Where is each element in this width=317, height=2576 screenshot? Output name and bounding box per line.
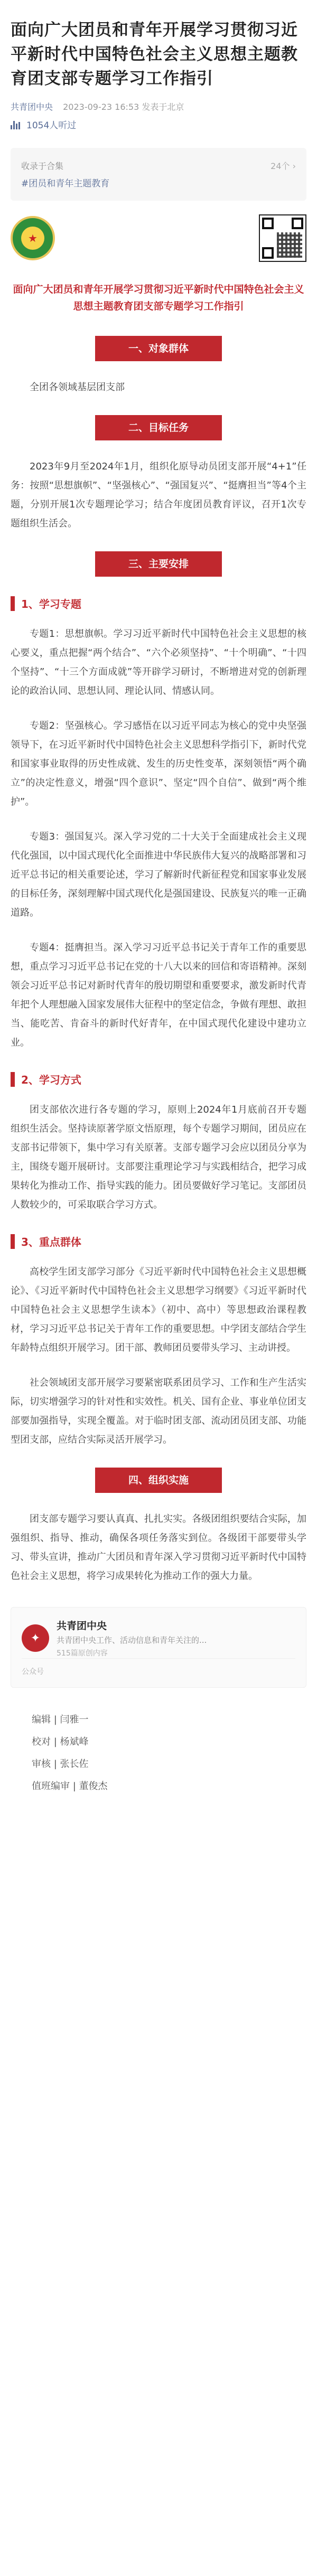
paragraph: 团支部专题学习要认真真、扎扎实实。各级团组织要结合实际，加强组织、指导、推动，确保各项任务落实到位。各级团干部要带头学习、带头宣讲，推动广大团员和青年深入学习贯彻习近平新时代中国特色社会主义思想，将学习成果转化为推动工作的强大力量。 [11, 1513, 306, 1582]
author-link[interactable]: 共青团中央 [11, 102, 53, 112]
subheading-text: 2、学习方式 [21, 1074, 81, 1086]
listen-button[interactable] [11, 118, 306, 131]
paragraph: 全团各领域基层团支部 [30, 382, 125, 393]
account-stats: 515篇原创内容 [57, 1649, 108, 1658]
header-red-title: 面向广大团员和青年开展学习贯彻习近平新时代中国特色社会主义思想主题教育团支部专题学习工作指引 [13, 284, 304, 312]
account-type: 公众号 [22, 1668, 44, 1676]
credit-row: 校对 | 杨斌峰 [32, 1736, 89, 1747]
youth-league-emblem-icon: ★ [11, 216, 55, 260]
publish-time: 2023-09-23 16:53 [63, 102, 139, 112]
paragraph: 2023年9月至2024年1月，组织化原导动员团支部开展“4+1”任务：按照“思想旗帜”、“坚强核心”、“强国复兴”、“挺膺担当”等4个主题，分别开展1次专题理论学习；结合年度团员教育评议，召开1次专题组织生活会。 [11, 461, 306, 529]
paragraph: 高校学生团支部学习部分《习近平新时代中国特色社会主义思想概论》、《习近平新时代中国特色社会主义思想学习纲要》《习近平新时代中国特色社会主义思想学生读本》（初中、高中）等思想政治课程教材，学习习近平总书记关于青年工作的重要思想。中学团支部结合学生年龄特点组织开展学习。团干部、教师团员要带头学习、主动讲授。 [11, 1266, 306, 1353]
banner [11, 214, 306, 262]
paragraph: 专题1：思想旗帜。学习习近平新时代中国特色社会主义思想的核心要义，重点把握“两个结合”、“六个必须坚持”、“十个明确”、“十四个坚持”、“十三个方面成就”等开辟学习研讨，不断增进对党的创新理论的政治认同、思想认同、理论认同、情感认同。 [11, 628, 306, 697]
subheading-text: 1、学习专题 [21, 598, 81, 610]
article-meta [11, 100, 306, 112]
audio-bars-icon [11, 120, 22, 129]
bar-icon [11, 596, 15, 611]
credit-row: 编辑 | 闫雅一 [32, 1714, 89, 1725]
subheading [11, 596, 306, 611]
credit-row: 值班编审 | 董俊杰 [32, 1781, 108, 1792]
section-title-4: 四、组织实施 [95, 1468, 222, 1493]
paragraph: 专题3：强国复兴。深入学习党的二十大关于全面建成社会主义现代化强国，以中国式现代化全面推进中华民族伟大复兴的战略部署和习近平总书记的相关重要论述，学习了解新时代新征程党和国家事业发展的目标任务，深刻理解中国式现代化是强国建设、民族复兴的唯一正确道路。 [11, 831, 306, 918]
account-name: 共青团中央 [57, 1620, 107, 1632]
collection-tag[interactable]: #团员和青年主题教育 [21, 178, 110, 189]
subheading [11, 1234, 306, 1249]
collection-card[interactable] [11, 148, 306, 201]
bar-icon [11, 1234, 15, 1249]
credits [11, 1709, 306, 1798]
listen-count: 1054人听过 [26, 120, 77, 131]
paragraph: 专题2：坚强核心。学习感悟在以习近平同志为核心的党中央坚强领导下，在习近平新时代中国特色社会主义思想科学指引下，新时代党和国家事业取得的历史性成就、发生的历史性变革，深刻领悟“两个确立”的决定性意义，增强“四个意识”、坚定“四个自信”、做到“两个维护”。 [11, 720, 306, 807]
account-desc: 共青团中央工作、活动信息和青年关注的... [57, 1635, 207, 1645]
subheading [11, 1071, 306, 1087]
section-title-3: 三、主要安排 [95, 551, 222, 577]
publish-location: 发表于北京 [142, 102, 184, 112]
section-title-2: 二、目标任务 [95, 415, 222, 440]
account-card[interactable] [11, 1607, 306, 1688]
paragraph: 社会领域团支部开展学习要紧密联系团员学习、工作和生产生活实际，切实增强学习的针对性和实效性。机关、国有企业、事业单位团支部要加强指导，实现全覆盖。对于临时团支部、流动团员团支部、功能型团支部，应结合实际灵活开展学习。 [11, 1377, 306, 1445]
collection-label: 收录于合集 [21, 161, 64, 171]
article-title: 面向广大团员和青年开展学习贯彻习近平新时代中国特色社会主义思想主题教育团支部专题学习工作指引 [11, 21, 298, 88]
bar-icon [11, 1072, 15, 1087]
qr-code-icon [259, 214, 306, 262]
collection-count: 24个 › [271, 161, 296, 171]
account-avatar: ✦ [22, 1624, 49, 1652]
paragraph: 团支部依次进行各专题的学习，原则上2024年1月底前召开专题组织生活会。坚持读原著学原文悟原理，每个专题学习期间，团员应在支部书记带领下，集中学习有关原著。支部专题学习会应以团员分享为主，围绕专题开展研讨。支部要注重理论学习与实践相结合，把学习成果转化为推动工作、指导实践的能力。团员要做好学习笔记。支部团员人数较少的，可采取联合学习方式。 [11, 1104, 306, 1210]
paragraph: 专题4：挺膺担当。深入学习习近平总书记关于青年工作的重要思想，重点学习习近平总书记在党的十八大以来的回信和寄语精神。深刻领会习近平总书记对新时代青年的殷切期望和重要要求，激发新时代青年把个人理想融入国家发展伟大征程中的坚定信念，争做有理想、敢担当、能吃苦、肯奋斗的新时代好青年，在中国式现代化建设中建功立业。 [11, 942, 306, 1048]
section-title-1: 一、对象群体 [95, 336, 222, 361]
credit-row: 审核 | 张长佐 [32, 1759, 89, 1770]
subheading-text: 3、重点群体 [21, 1236, 81, 1248]
